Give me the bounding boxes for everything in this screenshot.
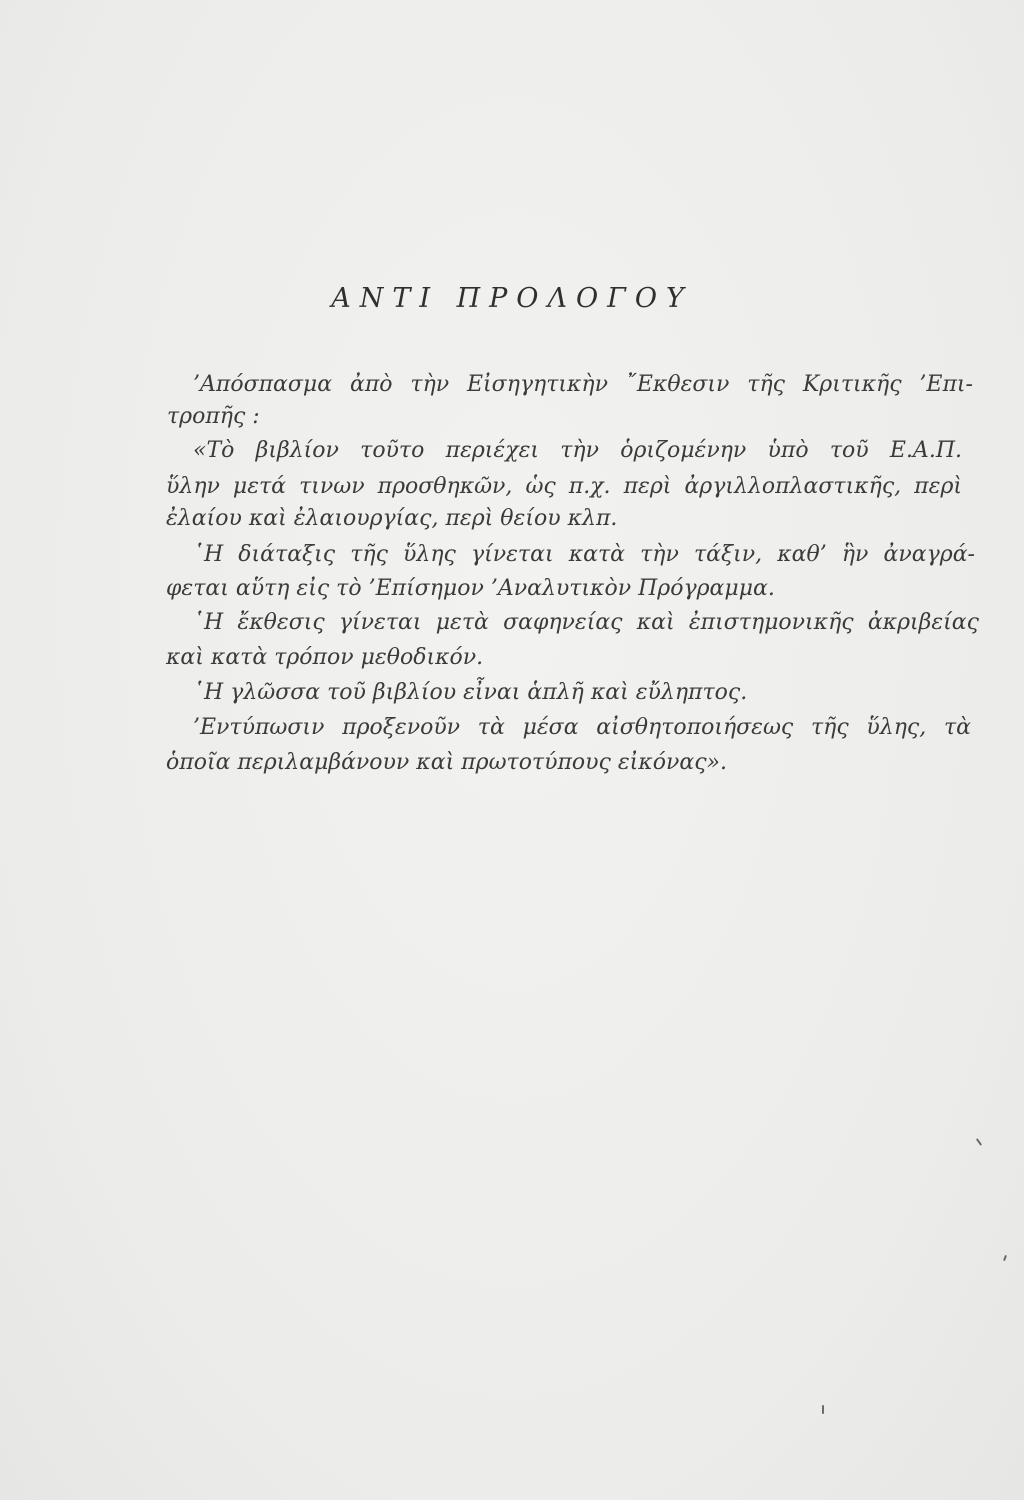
paragraph-line: ῾Η γλῶσσα τοῦ βιβλίου εἶναι ἁπλῆ καὶ εὔληπτος. bbox=[193, 680, 748, 705]
paper-speck bbox=[1003, 1255, 1007, 1261]
paper-speck bbox=[822, 1405, 824, 1414]
paragraph-line: «Τὸ βιβλίον τοῦτο περιέχει τὴν ὁριζομένην ὑπὸ τοῦ Ε.Α.Π. bbox=[193, 438, 962, 463]
paragraph-line: ’Απόσπασμα ἀπὸ τὴν Εἰσηγητικὴν ῎Εκθεσιν τῆς Κριτικῆς ’Επι- bbox=[193, 372, 973, 397]
paragraph-line: φεται αὕτη εἰς τὸ ’Επίσημον ’Αναλυτικὸν Πρόγραμμα. bbox=[166, 576, 775, 601]
page-title: ΑΝΤΙ ΠΡΟΛΟΓΟΥ bbox=[331, 283, 693, 314]
paper-speck bbox=[976, 1138, 982, 1146]
paragraph-line: ’Εντύπωσιν προξενοῦν τὰ μέσα αἰσθητοποιήσεως τῆς ὕλης, τὰ bbox=[193, 715, 971, 740]
paragraph-line: ῾Η ἔκθεσις γίνεται μετὰ σαφηνείας καὶ ἐπιστημονικῆς ἀκριβείας bbox=[193, 610, 979, 635]
paragraph-line: ὕλην μετά τινων προσθηκῶν, ὡς π.χ. περὶ ἀργιλλοπλαστικῆς, περὶ bbox=[166, 474, 962, 499]
paragraph-line: τροπῆς : bbox=[167, 404, 260, 429]
paragraph-line: ῾Η διάταξις τῆς ὕλης γίνεται κατὰ τὴν τάξιν, καθ’ ἣν ἀναγρά- bbox=[193, 542, 975, 567]
paragraph-line: ὁποῖα περιλαμβάνουν καὶ πρωτοτύπους εἰκόνας». bbox=[166, 750, 727, 775]
paragraph-line: καὶ κατὰ τρόπον μεθοδικόν. bbox=[166, 645, 484, 670]
paragraph-line: ἐλαίου καὶ ἐλαιουργίας, περὶ θείου κλπ. bbox=[166, 506, 618, 531]
